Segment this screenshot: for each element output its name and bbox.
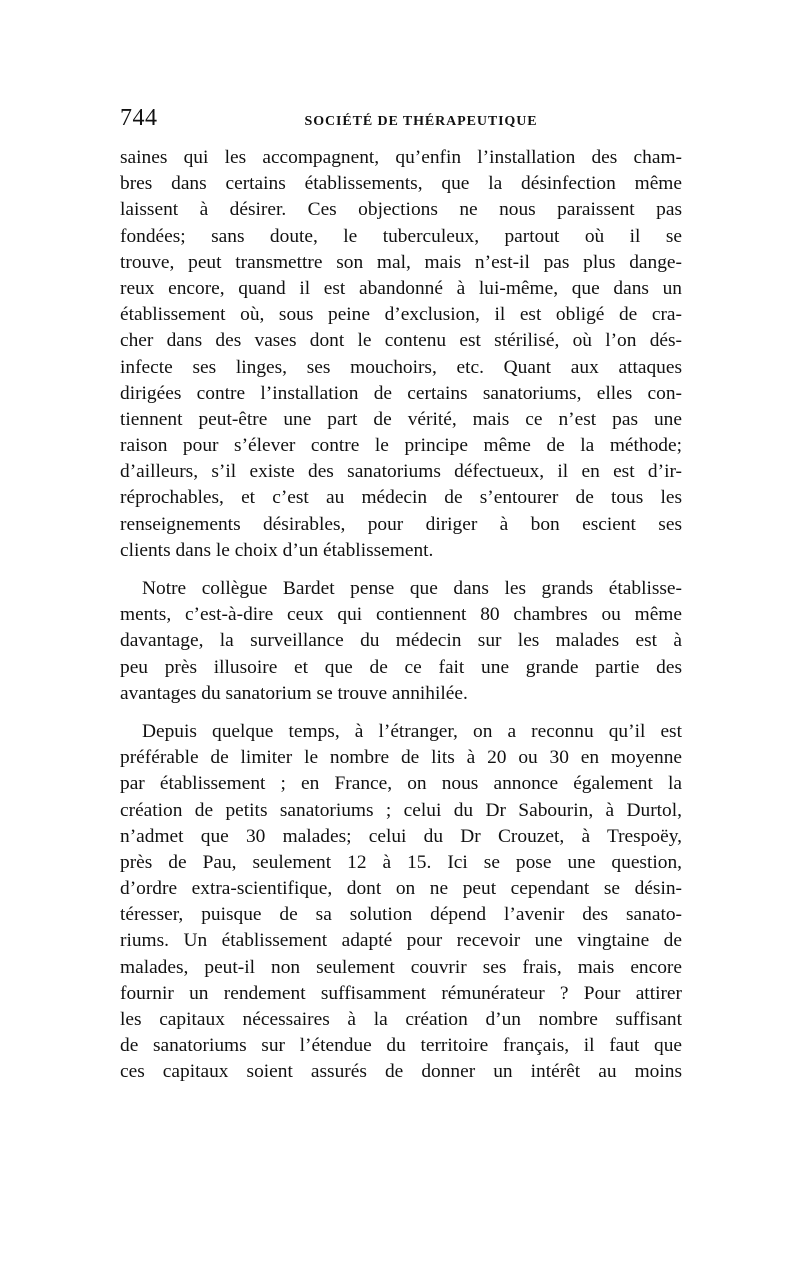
text-line: bres dans certains établissements, que la désinfection même <box>120 173 682 195</box>
text-line: Notre collègue Bardet pense que dans les grands établisse- <box>142 578 682 599</box>
text-line: ments, c’est-à-dire ceux qui contiennent 80 chambres ou même <box>120 604 682 626</box>
text-line: fournir un rendement suffisamment rémunérateur ? Pour attirer <box>120 982 682 1004</box>
text-line: davantage, la surveillance du médecin sur les malades est à <box>120 630 682 652</box>
text-line: d’ailleurs, s’il existe des sanatoriums défectueux, il en est d’ir- <box>120 461 682 483</box>
text-line: avantages du sanatorium se trouve annihilée. <box>120 682 468 704</box>
text-line: laissent à désirer. Ces objections ne nous paraissent pas <box>120 199 682 221</box>
text-line: tiennent peut-être une part de vérité, mais ce n’est pas une <box>120 408 682 430</box>
text-line: ces capitaux soient assurés de donner un intérêt au moins <box>120 1061 682 1083</box>
text-line: n’admet que 30 malades; celui du Dr Crouzet, à Trespoëy, <box>120 825 682 847</box>
running-title: SOCIÉTÉ DE THÉRAPEUTIQUE <box>304 114 538 129</box>
text-line: de sanatoriums sur l’étendue du territoire français, il faut que <box>120 1035 682 1057</box>
page-number: 744 <box>120 105 158 131</box>
text-line: raison pour s’élever contre le principe même de la méthode; <box>120 435 682 457</box>
text-line: trouve, peut transmettre son mal, mais n’est-il pas plus dange- <box>120 251 682 273</box>
text-line: établissement où, sous peine d’exclusion, il est obligé de cra- <box>120 304 682 326</box>
text-line: peu près illusoire et que de ce fait une grande partie des <box>120 656 682 678</box>
body-text <box>120 145 682 1086</box>
text-line: création de petits sanatoriums ; celui du Dr Sabourin, à Durtol, <box>120 799 682 821</box>
text-line: fondées; sans doute, le tuberculeux, partout où il se <box>120 225 682 247</box>
paragraph <box>120 576 682 707</box>
text-line: Depuis quelque temps, à l’étranger, on a reconnu qu’il est <box>142 720 682 742</box>
text-line: près de Pau, seulement 12 à 15. Ici se pose une question, <box>120 851 682 873</box>
text-line: malades, peut-il non seulement couvrir ses frais, mais encore <box>120 956 682 978</box>
text-line: saines qui les accompagnent, qu’enfin l’installation des cham- <box>120 147 682 168</box>
text-line: renseignements désirables, pour diriger à bon escient ses <box>120 513 682 535</box>
text-line: d’ordre extra-scientifique, dont on ne peut cependant se désin- <box>120 878 682 900</box>
text-line: cher dans des vases dont le contenu est stérilisé, où l’on dés- <box>120 330 682 352</box>
text-line: dirigées contre l’installation de certains sanatoriums, elles con- <box>120 382 682 404</box>
paragraph <box>120 719 682 1086</box>
text-line: reux encore, quand il est abandonné à lui-même, que dans un <box>120 277 682 299</box>
text-line: réprochables, et c’est au médecin de s’entourer de tous les <box>120 487 682 509</box>
text-line: par établissement ; en France, on nous annonce également la <box>120 773 682 795</box>
text-line: préférable de limiter le nombre de lits à 20 ou 30 en moyenne <box>120 747 682 769</box>
text-line: riums. Un établissement adapté pour recevoir une vingtaine de <box>120 930 682 952</box>
text-line: les capitaux nécessaires à la création d’un nombre suffisant <box>120 1009 682 1030</box>
text-line: clients dans le choix d’un établissement. <box>120 539 434 561</box>
running-head <box>120 105 682 145</box>
text-line: infecte ses linges, ses mouchoirs, etc. Quant aux attaques <box>120 356 682 378</box>
book-page <box>120 105 682 1098</box>
paragraph <box>120 145 682 564</box>
text-line: téresser, puisque de sa solution dépend l’avenir des sanato- <box>120 904 682 926</box>
